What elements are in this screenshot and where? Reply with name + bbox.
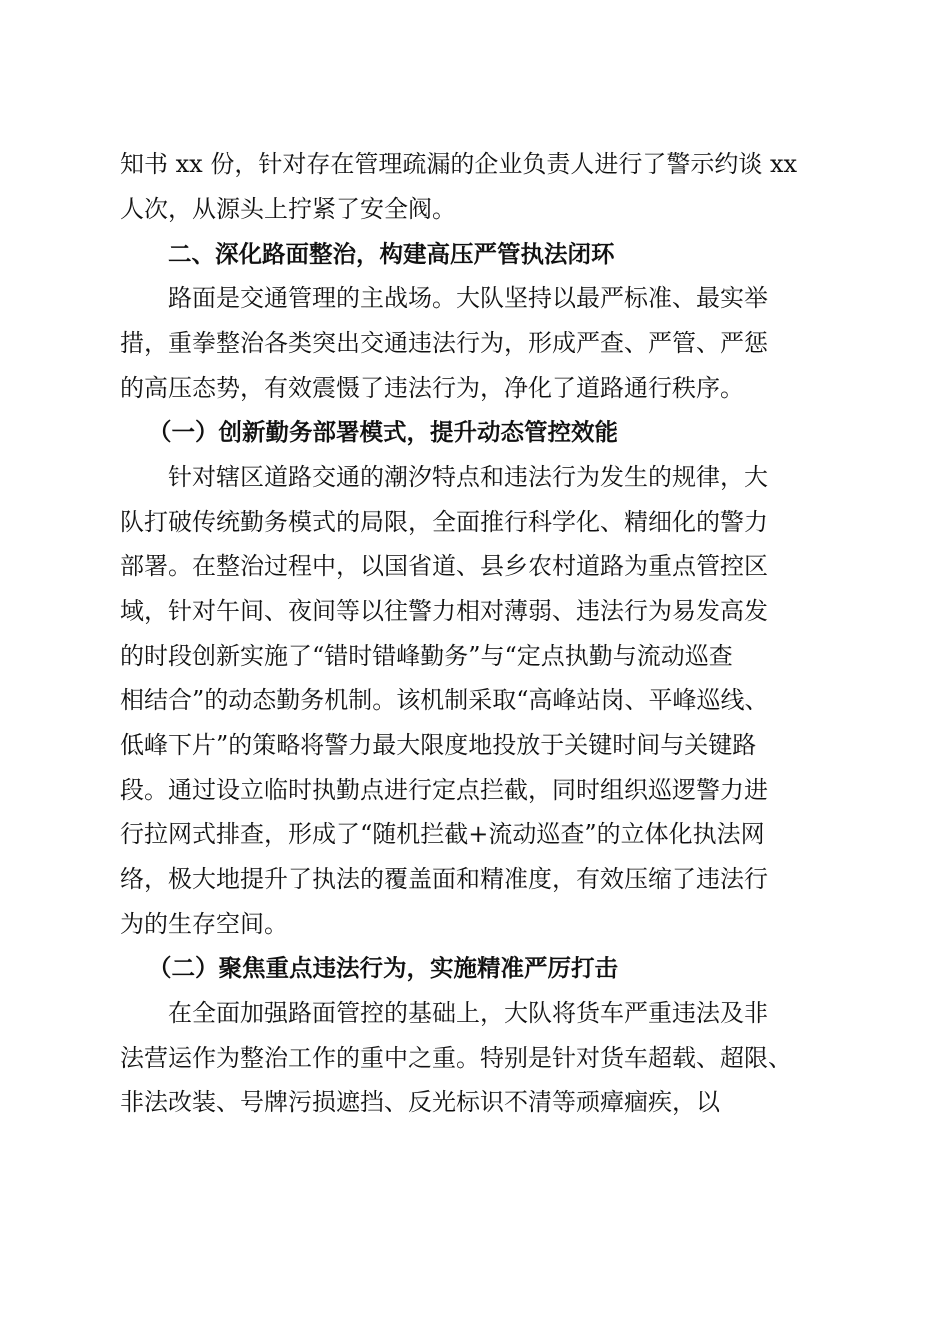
body-line: 部署。在整治过程中，以国省道、县乡农村道路为重点管控区 xyxy=(120,552,768,580)
body-line: 路面是交通管理的主战场。大队坚持以最严标准、最实举 xyxy=(168,284,768,312)
body-line: 人次，从源头上拧紧了安全阀。 xyxy=(120,195,456,223)
body-line: 在全面加强路面管控的基础上，大队将货车严重违法及非 xyxy=(168,999,768,1027)
subsection-heading: （二）聚焦重点违法行为，实施精准严厉打击 xyxy=(148,954,618,982)
body-line: 的高压态势，有效震慑了违法行为，净化了道路通行秩序。 xyxy=(120,374,744,402)
section-heading: 二、深化路面整治，构建高压严管执法闭环 xyxy=(168,240,615,268)
body-line: 非法改装、号牌污损遮挡、反光标识不清等顽瘴痼疾，以 xyxy=(120,1088,720,1116)
body-line: 队打破传统勤务模式的局限，全面推行科学化、精细化的警力 xyxy=(120,508,768,536)
body-line: 域，针对午间、夜间等以往警力相对薄弱、违法行为易发高发 xyxy=(120,597,768,625)
body-line: 行拉网式排查，形成了“随机拦截+流动巡查”的立体化执法网 xyxy=(120,820,765,848)
body-line: 知书 xx 份，针对存在管理疏漏的企业负责人进行了警示约谈 xx xyxy=(120,150,798,178)
body-line: 为的生存空间。 xyxy=(120,910,288,938)
body-line: 的时段创新实施了“错时错峰勤务”与“定点执勤与流动巡查 xyxy=(120,642,733,670)
body-line: 络，极大地提升了执法的覆盖面和精准度，有效压缩了违法行 xyxy=(120,865,768,893)
body-line: 相结合”的动态勤务机制。该机制采取“高峰站岗、平峰巡线、 xyxy=(120,686,769,714)
subsection-heading: （一）创新勤务部署模式，提升动态管控效能 xyxy=(148,418,618,446)
body-line: 针对辖区道路交通的潮汐特点和违法行为发生的规律，大 xyxy=(168,463,768,491)
body-line: 低峰下片”的策略将警力最大限度地投放于关键时间与关键路 xyxy=(120,731,757,759)
body-line: 段。通过设立临时执勤点进行定点拦截，同时组织巡逻警力进 xyxy=(120,776,768,804)
body-line: 法营运作为整治工作的重中之重。特别是针对货车超载、超限、 xyxy=(120,1044,792,1072)
body-line: 措，重拳整治各类突出交通违法行为，形成严查、严管、严惩 xyxy=(120,329,768,357)
